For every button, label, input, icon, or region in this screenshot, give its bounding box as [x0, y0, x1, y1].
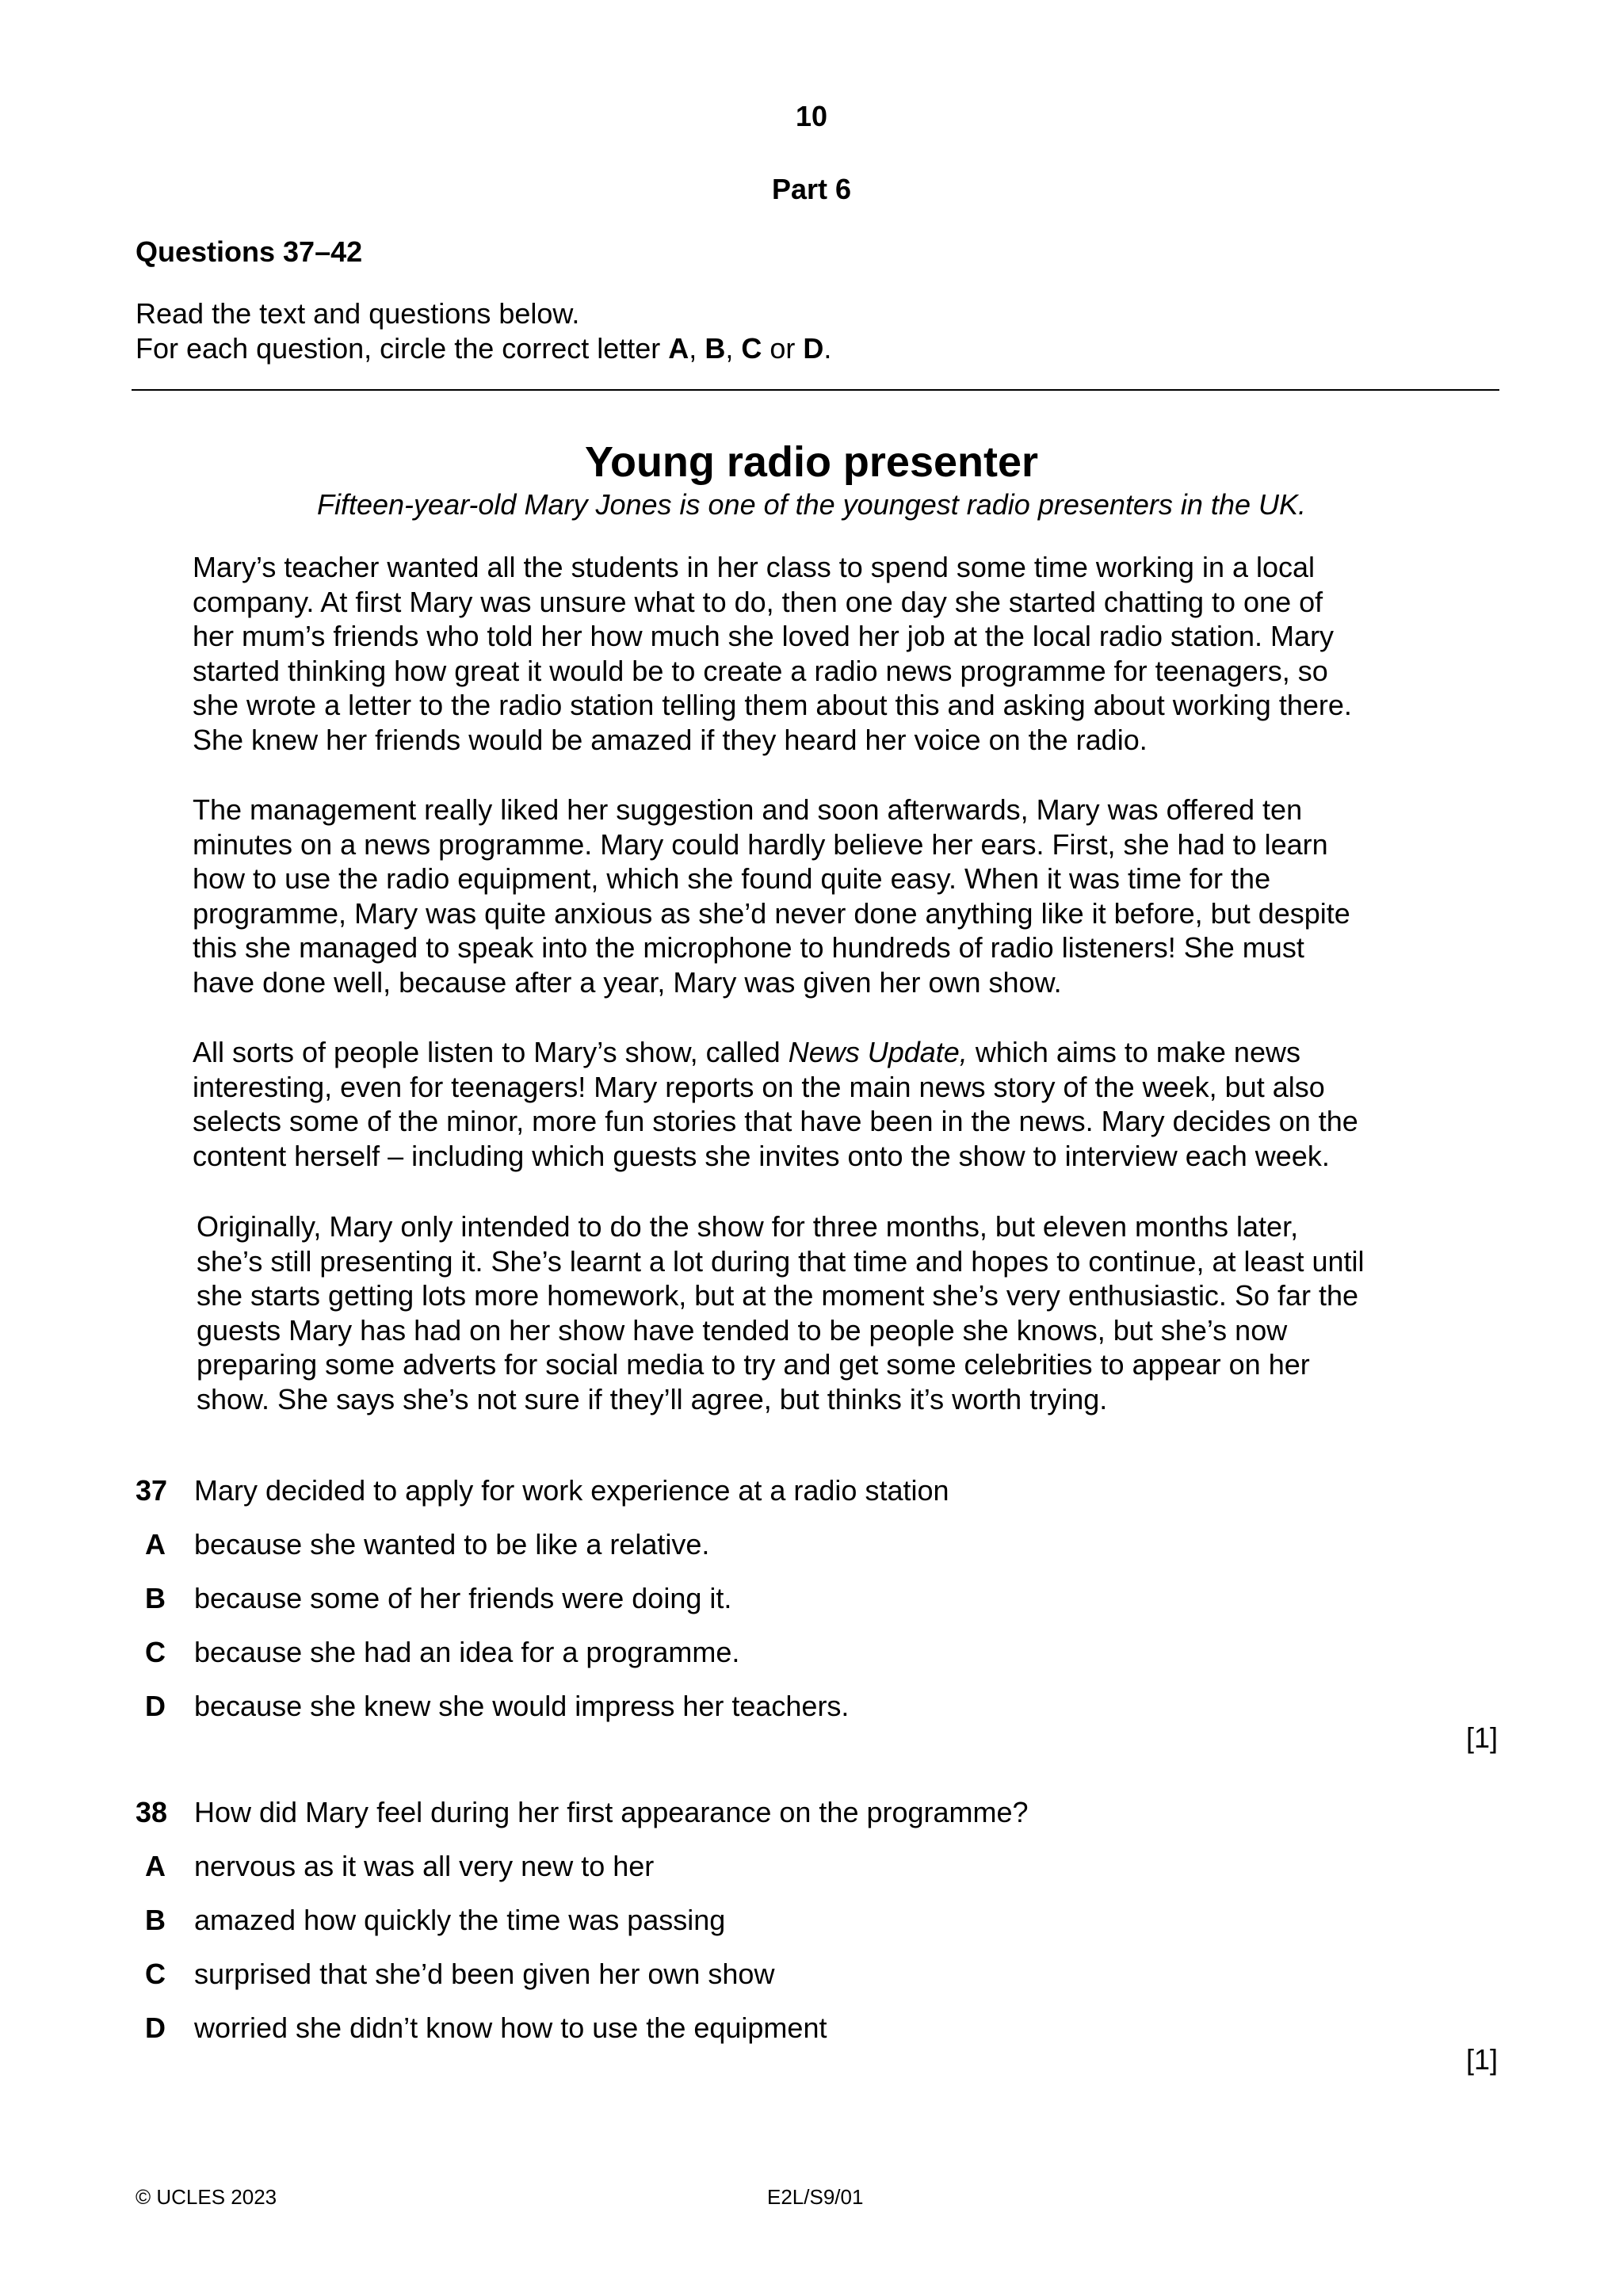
article-paragraph-2 — [193, 793, 1500, 999]
text-line: company. At first Mary was unsure what to do, then one day she started chatting to one of — [193, 585, 1323, 618]
option-text: because she had an idea for a programme. — [194, 1636, 740, 1668]
text-segment: All sorts of people listen to Mary’s show, called — [193, 1036, 789, 1068]
option-text: nervous as it was all very new to her — [194, 1850, 655, 1882]
option-text: amazed how quickly the time was passing — [194, 1904, 726, 1936]
questions-range-heading: Questions 37–42 — [136, 235, 363, 268]
article-title: Young radio presenter — [584, 438, 1039, 486]
text-line: She knew her friends would be amazed if they heard her voice on the radio. — [193, 723, 1148, 756]
option-letter[interactable]: A — [145, 1528, 166, 1561]
letter-b: B — [705, 332, 726, 365]
text-line: her mum’s friends who told her how much she loved her job at the local radio station. Mary — [193, 620, 1335, 652]
option-c[interactable] — [0, 1636, 1623, 1675]
option-letter[interactable]: A — [145, 1850, 166, 1882]
option-b[interactable] — [0, 1582, 1623, 1622]
instructions-line-1: Read the text and questions below. — [136, 297, 580, 330]
question-text: How did Mary feel during her first appearance on the programme? — [194, 1796, 1029, 1828]
mark-allocation: [1] — [1465, 2043, 1498, 2076]
article-paragraph-1 — [193, 550, 1500, 757]
separator: , — [689, 332, 705, 365]
letter-c: C — [741, 332, 762, 365]
text-line: minutes on a news programme. Mary could hardly believe her ears. First, she had to learn — [193, 827, 1328, 861]
question-text: Mary decided to apply for work experience at a radio station — [194, 1474, 949, 1507]
text-line: started thinking how great it would be to create a radio news programme for teenagers, so — [193, 654, 1328, 687]
text-line — [193, 1035, 1500, 1070]
text-line: Originally, Mary only intended to do the show for three months, but eleven months later, — [197, 1210, 1299, 1243]
instructions — [136, 296, 831, 366]
question-stem — [0, 1796, 1623, 1836]
option-a[interactable] — [0, 1528, 1623, 1568]
option-text: surprised that she’d been given her own show — [194, 1958, 775, 1990]
option-text: because she wanted to be like a relative. — [194, 1528, 710, 1561]
text-line: The management really liked her suggestion and soon afterwards, Mary was offered ten — [193, 793, 1303, 826]
text-line: interesting, even for teenagers! Mary reports on the main news story of the week, but also — [193, 1070, 1325, 1103]
page-number: 10 — [795, 100, 828, 132]
option-letter[interactable]: C — [145, 1958, 166, 1990]
text-line: she’s still presenting it. She’s learnt a lot during that time and hopes to continue, at least until — [197, 1244, 1365, 1278]
footer-copyright: © UCLES 2023 — [136, 2185, 277, 2209]
text-line: have done well, because after a year, Mary was given her own show. — [193, 965, 1062, 999]
option-d[interactable] — [0, 1690, 1623, 1729]
text-line: guests Mary has had on her show have tended to be people she knows, but she’s now — [197, 1313, 1288, 1347]
text-line: she wrote a letter to the radio station telling them about this and asking about working there. — [193, 689, 1352, 721]
option-text: worried she didn’t know how to use the equipment — [194, 2011, 827, 2044]
article-paragraph-4 — [197, 1209, 1504, 1416]
text-line: selects some of the minor, more fun stories that have been in the news. Mary decides on the — [193, 1105, 1358, 1137]
option-letter[interactable]: C — [145, 1636, 166, 1668]
option-letter[interactable]: D — [145, 1690, 166, 1722]
question-number: 37 — [136, 1474, 168, 1507]
footer-paper-code: E2L/S9/01 — [767, 2185, 864, 2209]
option-letter[interactable]: B — [145, 1904, 166, 1936]
text-line: how to use the radio equipment, which she found quite easy. When it was time for the — [193, 862, 1271, 895]
text-line: content herself – including which guests she invites onto the show to interview each week. — [193, 1139, 1330, 1172]
instructions-line-2 — [136, 331, 831, 366]
mark-allocation: [1] — [1465, 1721, 1498, 1754]
option-a[interactable] — [0, 1850, 1623, 1889]
text-segment: which aims to make news — [967, 1036, 1300, 1068]
question-stem — [0, 1474, 1623, 1514]
text-line: preparing some adverts for social media to try and get some celebrities to appear on her — [197, 1348, 1310, 1381]
instructions-text: For each question, circle the correct letter — [136, 332, 669, 365]
text-line: she starts getting lots more homework, but at the moment she’s very enthusiastic. So far the — [197, 1279, 1359, 1312]
separator: , — [725, 332, 742, 365]
option-c[interactable] — [0, 1958, 1623, 1997]
option-letter[interactable]: B — [145, 1582, 166, 1614]
option-letter[interactable]: D — [145, 2011, 166, 2044]
article-subtitle: Fifteen-year-old Mary Jones is one of the youngest radio presenters in the UK. — [317, 488, 1306, 521]
option-d[interactable] — [0, 2011, 1623, 2051]
part-label: Part 6 — [771, 173, 852, 205]
letter-d: D — [803, 332, 824, 365]
option-b[interactable] — [0, 1904, 1623, 1943]
divider-line — [132, 389, 1499, 391]
text-line: Mary’s teacher wanted all the students in her class to spend some time working in a local — [193, 551, 1316, 583]
show-name: News Update, — [788, 1036, 968, 1068]
text-line: programme, Mary was quite anxious as she’d never done anything like it before, but despite — [193, 896, 1350, 930]
text-line: show. She says she’s not sure if they’ll agree, but thinks it’s worth trying. — [197, 1382, 1108, 1415]
separator: or — [762, 332, 804, 365]
option-text: because some of her friends were doing it. — [194, 1582, 732, 1614]
text-line: this she managed to speak into the microphone to hundreds of radio listeners! She must — [193, 931, 1304, 964]
letter-a: A — [668, 332, 689, 365]
article-paragraph-3 — [193, 1035, 1500, 1173]
question-number: 38 — [136, 1796, 168, 1828]
period: . — [823, 332, 832, 365]
option-text: because she knew she would impress her teachers. — [194, 1690, 850, 1722]
